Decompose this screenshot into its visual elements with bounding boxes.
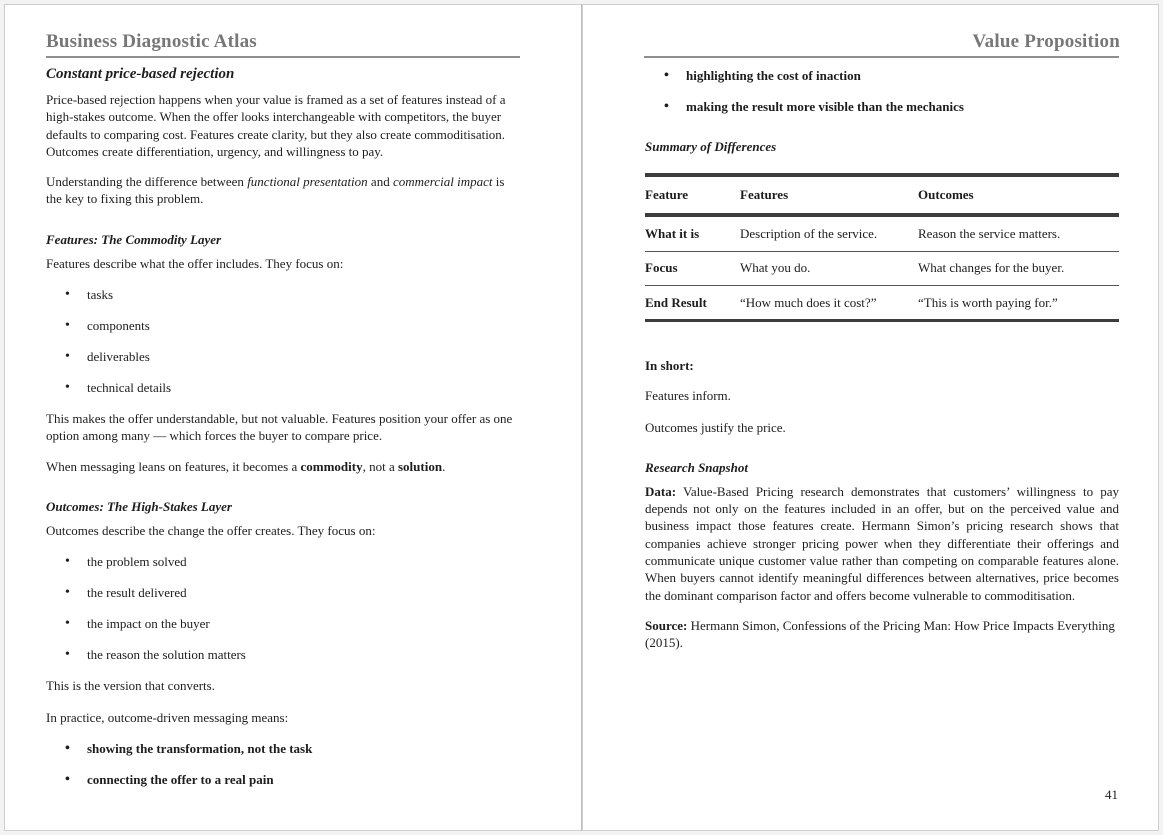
list-item: • highlighting the cost of inaction bbox=[645, 67, 1119, 84]
source-label: Source: bbox=[645, 617, 688, 633]
text-segment: and bbox=[367, 174, 393, 190]
text-segment: . bbox=[442, 458, 446, 474]
page-number: 41 bbox=[1105, 787, 1118, 802]
header-rule-left bbox=[46, 56, 520, 58]
table-header-cell: Outcomes bbox=[918, 187, 974, 203]
table-row bbox=[645, 217, 1119, 251]
header-rule-right bbox=[644, 56, 1119, 58]
understanding-paragraph bbox=[46, 173, 520, 208]
research-source-paragraph bbox=[645, 617, 1119, 652]
table-cell: What you do. bbox=[740, 251, 918, 285]
table-cell: Focus bbox=[645, 251, 740, 285]
left-page bbox=[4, 4, 582, 831]
outcomes-heading: Outcomes: The High-Stakes Layer bbox=[46, 498, 232, 514]
differences-table bbox=[645, 177, 1119, 213]
list-item: • showing the transformation, not the task bbox=[46, 740, 520, 757]
practice-list-continued bbox=[645, 67, 1119, 115]
table-header-row bbox=[645, 177, 1119, 213]
source-text: Hermann Simon, Confessions of the Pricing Man: How Price Impacts Everything (2015). bbox=[645, 617, 1115, 651]
in-short-line: Features inform. bbox=[645, 388, 731, 404]
list-item: • the result delivered bbox=[46, 584, 520, 601]
table-cell: Description of the service. bbox=[740, 226, 878, 242]
right-page bbox=[582, 4, 1159, 831]
in-short-line: Outcomes justify the price. bbox=[645, 419, 786, 435]
emphasis-functional: functional presentation bbox=[247, 174, 368, 190]
table-header-cell: Feature bbox=[645, 187, 689, 203]
list-item: • technical details bbox=[46, 379, 520, 396]
table-header-cell: Features bbox=[740, 187, 789, 203]
practice-line: In practice, outcome-driven messaging means: bbox=[46, 709, 289, 725]
emphasis-commercial: commercial impact bbox=[392, 174, 493, 190]
features-list bbox=[46, 286, 520, 396]
table-cell: What changes for the buyer. bbox=[918, 251, 1119, 285]
table-row bbox=[645, 251, 1119, 285]
section-title: Constant price-based rejection bbox=[46, 66, 235, 82]
features-intro: Features describe what the offer includes. They focus on: bbox=[46, 255, 344, 271]
data-text: Value-Based Pricing research demonstrates that customers’ willingness to pay depends not only on the features included in an offer, but on the perceived value and business impact those features create. Hermann Simon’s pricing research shows that companies achieve stronger pricing power when they differentiate their offerings and communicate unique customer value rather than competing on comparable features alone. When buyers cannot identify meaningful differences between alternatives, price becomes the dominant comparison factor and offers become vulnerable to commoditisation. bbox=[645, 483, 1119, 603]
text-segment: Understanding the difference between bbox=[46, 174, 248, 190]
in-short-label: In short: bbox=[645, 358, 694, 373]
list-item: • components bbox=[46, 317, 520, 334]
text-segment: , not a bbox=[362, 458, 398, 474]
summary-heading: Summary of Differences bbox=[645, 139, 777, 154]
table-bottom-rule bbox=[645, 319, 1119, 322]
table-row bbox=[645, 285, 1119, 319]
text-segment: When messaging leans on features, it becomes a bbox=[46, 458, 301, 474]
practice-list bbox=[46, 740, 520, 788]
list-item: • the reason the solution matters bbox=[46, 646, 520, 663]
messaging-paragraph bbox=[46, 458, 520, 475]
bold-solution: solution bbox=[398, 458, 443, 474]
features-heading: Features: The Commodity Layer bbox=[46, 231, 222, 247]
text-segment: is the key to fixing this problem. bbox=[46, 174, 505, 207]
table-cell: “This is worth paying for.” bbox=[918, 285, 1119, 319]
list-item: • connecting the offer to a real pain bbox=[46, 771, 520, 788]
running-head-right: Value Proposition bbox=[972, 31, 1120, 52]
intro-paragraph: Price-based rejection happens when your value is framed as a set of features instead of a high-stakes outcome. When the offer looks interchangeable with competitors, the buyer defaults to comparing cost. Features create clarity, but they also create commoditisation. Outcomes create differentiation, urgency, and willingness to pay. bbox=[46, 92, 506, 159]
list-item: • the impact on the buyer bbox=[46, 615, 520, 632]
converts-line: This is the version that converts. bbox=[46, 678, 215, 694]
list-item: • making the result more visible than the mechanics bbox=[645, 98, 1119, 115]
outcomes-intro: Outcomes describe the change the offer creates. They focus on: bbox=[46, 522, 376, 538]
outcomes-list bbox=[46, 553, 520, 663]
running-head-left: Business Diagnostic Atlas bbox=[46, 31, 257, 52]
table-cell: Reason the service matters. bbox=[918, 226, 1061, 242]
research-data-paragraph bbox=[645, 483, 1119, 604]
list-item: • the problem solved bbox=[46, 553, 520, 570]
differences-table-body bbox=[645, 217, 1119, 319]
features-conclusion: This makes the offer understandable, but not valuable. Features position your offer as one option among many — which forces the buyer to compare price. bbox=[46, 411, 513, 444]
left-page-content bbox=[46, 64, 520, 788]
bold-commodity: commodity bbox=[300, 458, 363, 474]
table-cell: “How much does it cost?” bbox=[740, 285, 918, 319]
list-item: • tasks bbox=[46, 286, 520, 303]
table-cell: End Result bbox=[645, 285, 740, 319]
data-label: Data: bbox=[645, 483, 677, 499]
table-cell: What it is bbox=[645, 226, 700, 242]
right-page-content bbox=[645, 64, 1119, 652]
research-heading: Research Snapshot bbox=[645, 459, 748, 475]
list-item: • deliverables bbox=[46, 348, 520, 365]
